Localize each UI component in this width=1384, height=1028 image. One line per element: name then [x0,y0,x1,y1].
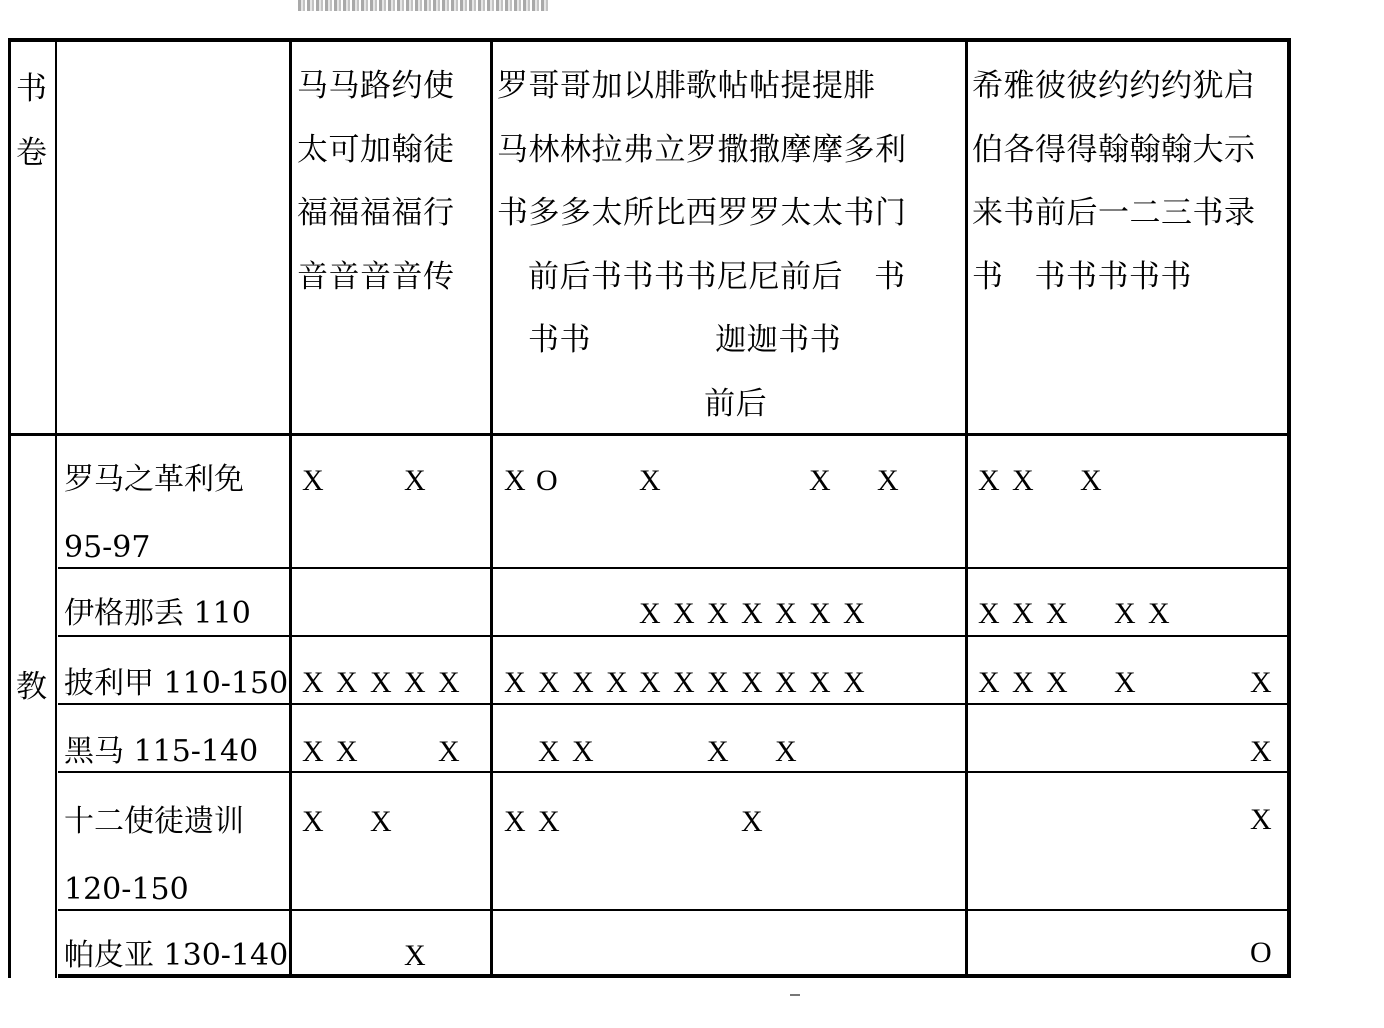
citation-mark: X [978,597,1000,630]
citation-mark: X [673,597,695,630]
row-label-text: 帕皮亚 130-140 [64,938,289,973]
citation-mark: X [438,735,460,768]
row-label-text: 罗马之革利免 95-97 [64,462,244,565]
citation-mark: X [504,805,526,838]
citation-mark: X [302,805,324,838]
citation-mark: X [1046,666,1068,699]
citation-mark: X [1046,597,1068,630]
citation-mark: X [302,464,324,497]
citation-mark: X [404,939,426,972]
row-label-clement [64,446,288,582]
citation-mark: X [877,464,899,497]
citation-mark: X [809,597,831,630]
citation-mark: X [639,666,661,699]
row-label-text: 十二使徒遗训 120-150 [64,804,244,907]
citation-mark: X [1114,666,1136,699]
citation-mark: X [572,666,594,699]
row-label-hermas [64,718,288,786]
citation-mark: X [741,666,763,699]
citation-mark: X [538,805,560,838]
row-label-text: 披利甲 110-150 [64,666,289,701]
citation-mark: X [843,597,865,630]
row-label-didache [64,788,288,924]
side-header-char: 卷 [16,135,47,171]
citation-mark: X [504,464,526,497]
column-divider [55,38,57,978]
header-general-epistles [972,55,1284,309]
row-label-text: 黑马 115-140 [64,734,259,769]
column-divider [965,38,968,978]
header-pauline-epistles [497,55,963,436]
citation-mark: X [1148,597,1170,630]
citation-mark: X [302,666,324,699]
citation-mark: X [336,735,358,768]
citation-mark: X [978,464,1000,497]
citation-mark: X [404,464,426,497]
column-divider [490,38,493,978]
citation-mark: X [1012,597,1034,630]
citation-mark: X [1080,464,1102,497]
citation-mark: X [741,805,763,838]
citation-mark: X [707,735,729,768]
header-text: 罗哥哥加以腓歌帖帖提提腓 马林林拉弗立罗撒撒摩摩多利 书多多太所比西罗罗太太书门 前后书书书书尼尼前后 书 书书 迦迦书书 前后 [497,68,907,422]
citation-mark: X [572,735,594,768]
citation-mark: X [741,597,763,630]
citation-mark: X [639,597,661,630]
citation-mark: X [809,464,831,497]
row-label-ignatius [64,580,288,648]
citation-mark: X [707,597,729,630]
citation-mark: X [538,666,560,699]
citation-mark: X [370,805,392,838]
citation-mark: X [775,597,797,630]
citation-mark: X [1012,464,1034,497]
citation-mark: O [536,464,558,497]
citation-mark: X [606,666,628,699]
citation-mark: X [538,735,560,768]
citation-mark: X [1250,803,1272,836]
citation-mark: X [978,666,1000,699]
citation-mark: X [809,666,831,699]
citation-mark: X [438,666,460,699]
scan-smudge [298,0,550,11]
header-text: 希雅彼彼约约约犹启 伯各得得翰翰翰大示 来书前后一二三书录 书 书书书书书 [972,68,1256,295]
citation-mark: X [639,464,661,497]
citation-mark: X [1250,735,1272,768]
row-label-polycarp [64,650,288,718]
citation-mark: X [707,666,729,699]
citation-mark: X [775,666,797,699]
citation-mark: X [302,735,324,768]
citation-mark: X [404,666,426,699]
citation-mark: X [775,735,797,768]
table-right-border [1287,38,1291,978]
table-left-border [8,38,11,978]
header-text: 马马路约使 太可加翰徒 福福福福行 音音音音传 [297,68,455,295]
row-label-text: 伊格那丢 110 [64,596,251,631]
citation-mark: X [1114,597,1136,630]
citation-mark: X [336,666,358,699]
citation-mark: X [1250,666,1272,699]
table-top-border [8,38,1290,42]
citation-mark: X [370,666,392,699]
side-header-char: 书 [16,71,47,107]
column-divider [289,38,292,978]
citation-mark: X [504,666,526,699]
citation-mark: X [1012,666,1034,699]
citation-mark: X [673,666,695,699]
side-label-church: 教 [16,669,47,705]
scan-speck [790,994,800,996]
citation-mark: X [843,666,865,699]
row-label-papias [64,922,288,990]
citation-mark: O [1250,936,1272,969]
header-gospels-acts [297,55,487,309]
